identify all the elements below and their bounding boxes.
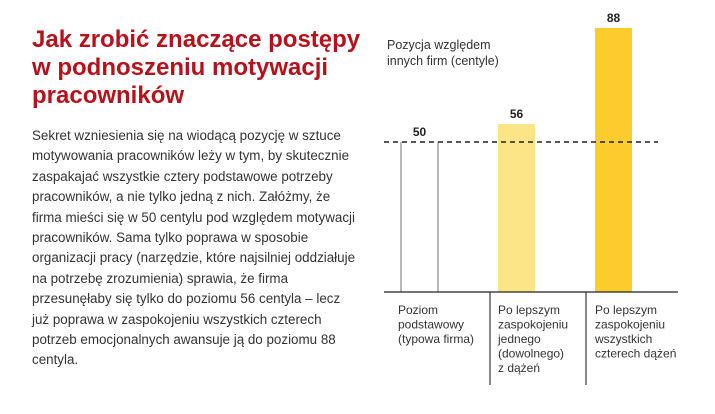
category-label-line: Po lepszym xyxy=(498,303,561,317)
bar-value-label: 50 xyxy=(412,125,427,139)
bar-value-label: 56 xyxy=(509,107,524,121)
category-label-line: z dążeń xyxy=(498,361,541,375)
y-axis-label xyxy=(387,38,499,68)
category-label-line: podstawowy xyxy=(398,317,465,332)
category-label-line: jednego xyxy=(498,332,541,346)
page-title: Jak zrobić znaczące postępy w podnoszeniu motywacji pracowników xyxy=(32,26,361,109)
bar-one-need xyxy=(498,124,535,292)
category-label xyxy=(594,303,676,361)
y-axis-label-line: Pozycja względem xyxy=(387,38,491,52)
category-label-line: wszystkich xyxy=(595,332,653,346)
category-label xyxy=(497,303,568,375)
category-label-line: (dowolnego) xyxy=(498,346,565,361)
category-label-line: zaspokojeniu xyxy=(595,317,666,332)
bar-all-needs xyxy=(595,28,632,292)
category-label xyxy=(398,303,474,346)
category-label-line: (typowa firma) xyxy=(398,332,475,346)
category-label-line: czterech dążeń xyxy=(595,346,677,361)
body-paragraph: Sekret wzniesienia się na wiodącą pozycję w sztuce motywowania pracowników leży w tym, by skutecznie zaspakajać wszystkie cztery podstawowe potrzeby pracowników, a nie tylko jedną z nich. Załóżmy, że firma mieści się w 50 centylu pod względem motywacji pracowników. Sama tylko poprawa w sposobie organizacji pracy (narzędzie, które najsilniej oddziałuje na potrzebę zrozumienia) sprawia, że firma przesunęłaby się tylko do poziomu 56 centyla – lecz już poprawa w zaspokojeniu wszystkich czterech potrzeb emocjonalnych awansuje ją do poziomu 88 centyla. xyxy=(32,128,356,368)
bar-value-label: 88 xyxy=(606,11,621,25)
category-label-line: zaspokojeniu xyxy=(498,317,569,332)
category-label-line: Po lepszym xyxy=(595,303,658,317)
category-label-line: Poziom xyxy=(398,303,439,317)
category-labels xyxy=(398,303,676,375)
percentile-bar-chart xyxy=(370,0,715,414)
y-axis-label-line: innych firm (centyle) xyxy=(387,54,499,68)
